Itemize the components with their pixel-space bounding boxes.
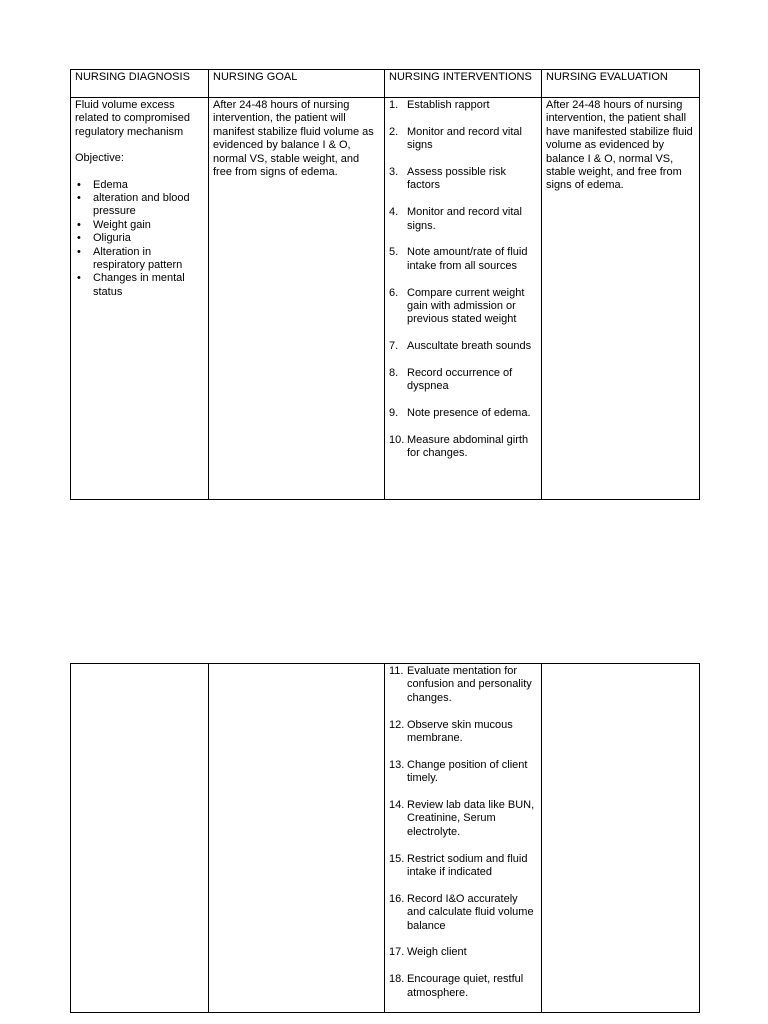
intervention-number: 8. (389, 367, 399, 380)
intervention-item (389, 206, 537, 233)
nursing-care-plan-table (70, 69, 700, 500)
intervention-text: Encourage quiet, restful atmosphere. (407, 973, 524, 999)
intervention-item (389, 853, 537, 880)
diagnosis-cell-empty (71, 664, 209, 1013)
nursing-care-plan-table-continued (70, 663, 700, 1013)
intervention-text: Note presence of edema. (407, 407, 531, 420)
intervention-text: Weigh client (407, 946, 467, 959)
intervention-text: Observe skin mucous membrane. (407, 718, 513, 745)
intervention-text: Assess possible risk factors (407, 166, 507, 192)
intervention-item (389, 126, 537, 153)
intervention-number: 2. (389, 125, 399, 138)
goal-cell (209, 98, 385, 500)
interventions-cell (385, 98, 542, 500)
intervention-number: 13. (389, 758, 405, 771)
intervention-number: 9. (389, 407, 399, 420)
intervention-item (389, 340, 537, 353)
header-nursing-diagnosis: NURSING DIAGNOSIS (71, 70, 209, 98)
header-nursing-goal: NURSING GOAL (209, 70, 385, 98)
intervention-item (389, 759, 537, 786)
intervention-number: 1. (389, 99, 399, 111)
intervention-number: 14. (389, 799, 405, 812)
intervention-number: 12. (389, 718, 405, 731)
header-nursing-evaluation: NURSING EVALUATION (542, 70, 700, 98)
intervention-number: 11. (389, 665, 404, 677)
header-nursing-interventions: NURSING INTERVENTIONS (385, 70, 542, 98)
intervention-item (389, 719, 537, 746)
intervention-text: Review lab data like BUN, Creatinine, Serum electrolyte. (407, 799, 535, 838)
intervention-item (389, 287, 537, 327)
list-item: • alteration and blood pressure (75, 192, 204, 219)
intervention-text: Monitor and record vital signs. (407, 206, 522, 232)
list-item: • Weight gain (75, 219, 204, 232)
intervention-item (389, 99, 537, 112)
intervention-number: 18. (389, 973, 405, 986)
intervention-number: 15. (389, 852, 405, 865)
intervention-number: 4. (389, 206, 399, 219)
intervention-item (389, 665, 537, 705)
intervention-item (389, 407, 537, 420)
intervention-item (389, 799, 537, 839)
intervention-text: Restrict sodium and fluid intake if indicated (407, 852, 528, 879)
intervention-text: Note amount/rate of fluid intake from all sources (407, 246, 528, 272)
list-item: • Alteration in respiratory pattern (75, 246, 204, 273)
table-row (71, 98, 700, 500)
intervention-number: 3. (389, 166, 399, 178)
goal-text: After 24-48 hours of nursing intervention, the patient will manifest stabilize fluid volume as evidenced by balance I & O, normal VS, stable weight, and free from signs of edema. (213, 99, 374, 179)
intervention-number: 10. (389, 434, 405, 447)
intervention-item (389, 893, 537, 933)
evaluation-text: After 24-48 hours of nursing intervention, the patient shall have manifested stabilize fluid volume as evidenced by balance I & O, normal VS, stable weight, and free from signs of edema. (546, 99, 693, 192)
intervention-item (389, 246, 537, 273)
intervention-text: Record I&O accurately and calculate fluid volume balance (407, 892, 534, 932)
intervention-text: Auscultate breath sounds (407, 340, 532, 353)
intervention-number: 5. (389, 246, 399, 259)
intervention-item (389, 973, 537, 1000)
list-item: • Oliguria (75, 232, 204, 245)
intervention-number: 6. (389, 286, 399, 299)
intervention-item (389, 434, 537, 461)
interventions-list (389, 99, 537, 461)
intervention-item (389, 166, 537, 193)
evaluation-cell-empty (542, 664, 700, 1013)
intervention-text: Measure abdominal girth for changes. (407, 434, 529, 460)
intervention-text: Establish rapport (407, 99, 490, 111)
intervention-text: Change position of client timely. (407, 758, 528, 785)
evaluation-cell (542, 98, 700, 500)
intervention-text: Record occurrence of dyspnea (407, 367, 513, 393)
intervention-number: 7. (389, 340, 399, 353)
goal-cell-empty (209, 664, 385, 1013)
intervention-text: Compare current weight gain with admission or previous stated weight (407, 286, 525, 326)
intervention-item (389, 367, 537, 394)
list-item: • Changes in mental status (75, 272, 204, 299)
intervention-number: 17. (389, 946, 405, 959)
intervention-text: Evaluate mentation for confusion and personality changes. (407, 665, 532, 704)
interventions-list-continued (389, 665, 537, 1000)
table-row (71, 664, 700, 1013)
intervention-item (389, 946, 537, 959)
objective-label: Objective: (75, 152, 124, 165)
diagnosis-cell (71, 98, 209, 500)
intervention-text: Monitor and record vital signs (407, 125, 522, 152)
list-item: • Edema (75, 179, 204, 192)
objective-list (75, 179, 204, 300)
interventions-cell (385, 664, 542, 1013)
diagnosis-text: Fluid volume excess related to compromised regulatory mechanism (75, 99, 190, 138)
header-row (71, 70, 700, 98)
intervention-number: 16. (389, 892, 405, 905)
